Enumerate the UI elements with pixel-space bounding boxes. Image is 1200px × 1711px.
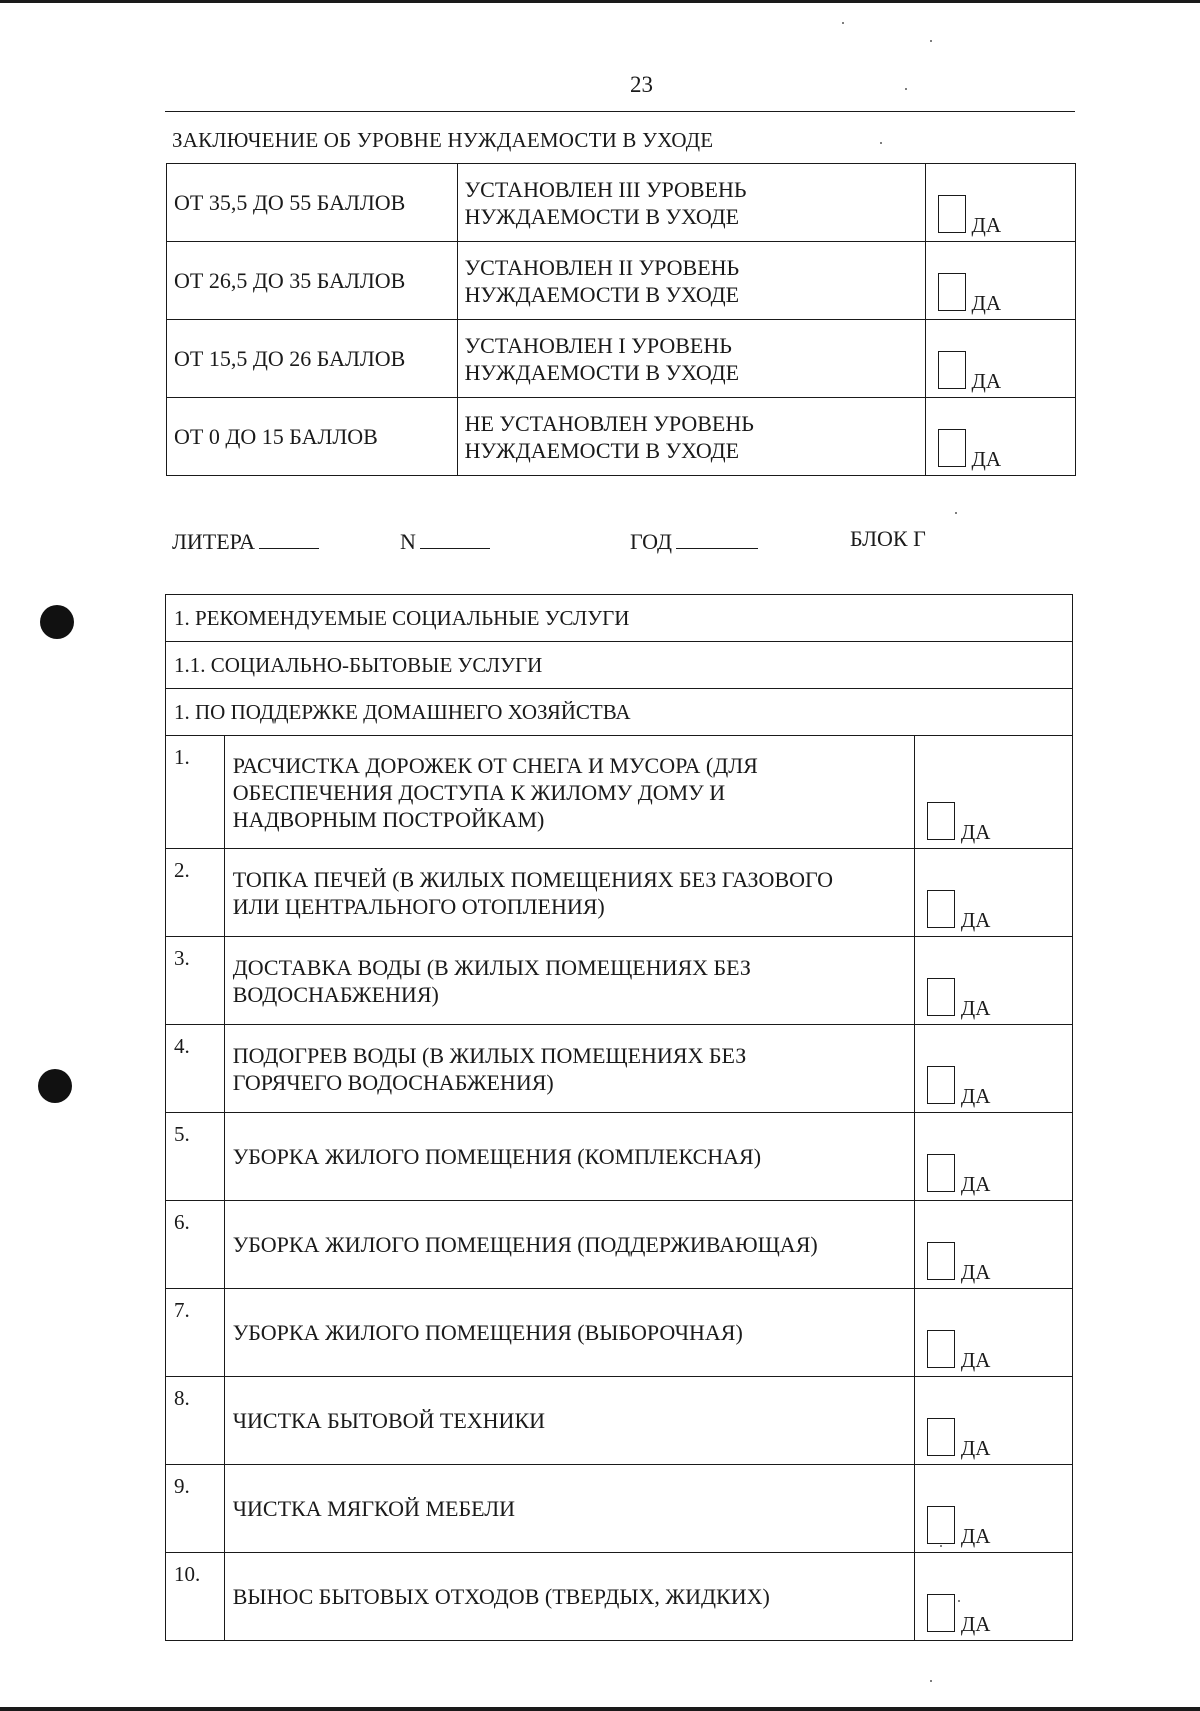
service-row bbox=[166, 849, 1073, 937]
service-number: 9. bbox=[166, 1465, 225, 1553]
yes-checkbox[interactable] bbox=[927, 1506, 955, 1544]
service-row bbox=[166, 937, 1073, 1025]
care-level-row bbox=[167, 398, 1076, 476]
yes-checkbox[interactable] bbox=[938, 429, 966, 467]
yes-cell bbox=[925, 398, 1075, 476]
service-text-line: ЧИСТКА МЯГКОЙ МЕБЕЛИ bbox=[232, 1496, 516, 1521]
yes-label: ДА bbox=[971, 213, 1002, 237]
service-text bbox=[224, 937, 914, 1025]
service-number: 10. bbox=[166, 1553, 225, 1641]
care-level-label-line: УСТАНОВЛЕН III УРОВЕНЬ bbox=[464, 176, 747, 202]
care-level-label-line: НУЖДАЕМОСТИ В УХОДЕ bbox=[464, 281, 740, 307]
year-label: ГОД bbox=[630, 529, 672, 554]
yes-label: ДА bbox=[960, 1348, 991, 1372]
service-row bbox=[166, 1113, 1073, 1201]
punch-hole-lower bbox=[38, 1069, 72, 1103]
section-row bbox=[166, 642, 1073, 689]
yes-label: ДА bbox=[971, 291, 1002, 315]
yes-cell bbox=[914, 849, 1072, 937]
service-text bbox=[224, 1289, 914, 1377]
scan-speckle bbox=[930, 1680, 932, 1682]
service-text-line: УБОРКА ЖИЛОГО ПОМЕЩЕНИЯ (ВЫБОРОЧНАЯ) bbox=[232, 1320, 743, 1345]
page-number: 23 bbox=[630, 72, 653, 97]
yes-checkbox[interactable] bbox=[927, 1242, 955, 1280]
section-row bbox=[166, 595, 1073, 642]
scan-speckle bbox=[958, 1600, 960, 1602]
care-level-label-line: НЕ УСТАНОВЛЕН УРОВЕНЬ bbox=[464, 410, 754, 436]
score-range: ОТ 0 ДО 15 БАЛЛОВ bbox=[167, 398, 458, 476]
service-text bbox=[224, 1113, 914, 1201]
service-number: 7. bbox=[166, 1289, 225, 1377]
number-blank[interactable] bbox=[420, 526, 490, 549]
service-text-line: УБОРКА ЖИЛОГО ПОМЕЩЕНИЯ (ПОДДЕРЖИВАЮЩАЯ) bbox=[232, 1232, 818, 1257]
litera-label: ЛИТЕРА bbox=[172, 529, 255, 554]
service-number: 1. bbox=[166, 736, 225, 849]
service-text-line: ОБЕСПЕЧЕНИЯ ДОСТУПА К ЖИЛОМУ ДОМУ И bbox=[232, 779, 726, 805]
yes-checkbox[interactable] bbox=[927, 1066, 955, 1104]
litera-blank[interactable] bbox=[259, 526, 319, 549]
conclusion-title: ЗАКЛЮЧЕНИЕ ОБ УРОВНЕ НУЖДАЕМОСТИ В УХОДЕ bbox=[172, 128, 714, 152]
scan-speckle bbox=[880, 142, 882, 144]
yes-label: ДА bbox=[960, 820, 991, 844]
yes-cell bbox=[914, 1465, 1072, 1553]
number-label: N bbox=[400, 529, 416, 554]
yes-cell bbox=[914, 736, 1072, 849]
score-range: ОТ 26,5 ДО 35 БАЛЛОВ bbox=[167, 242, 458, 320]
care-level-label bbox=[457, 398, 925, 476]
block-label: БЛОК Г bbox=[850, 526, 926, 551]
care-level-label bbox=[457, 242, 925, 320]
care-level-label-line: УСТАНОВЛЕН I УРОВЕНЬ bbox=[464, 332, 732, 358]
care-level-label-line: НУЖДАЕМОСТИ В УХОДЕ bbox=[464, 203, 740, 229]
yes-cell bbox=[925, 164, 1075, 242]
care-level-label-line: НУЖДАЕМОСТИ В УХОДЕ bbox=[464, 437, 740, 463]
services-subheading: 1.1. СОЦИАЛЬНО-БЫТОВЫЕ УСЛУГИ bbox=[166, 642, 1073, 689]
yes-checkbox[interactable] bbox=[927, 1154, 955, 1192]
service-text-line: РАСЧИСТКА ДОРОЖЕК ОТ СНЕГА И МУСОРА (ДЛЯ bbox=[232, 752, 758, 778]
care-level-label bbox=[457, 320, 925, 398]
service-text bbox=[224, 736, 914, 849]
yes-label: ДА bbox=[971, 369, 1002, 393]
yes-checkbox[interactable] bbox=[927, 890, 955, 928]
service-row bbox=[166, 1289, 1073, 1377]
scan-top-edge bbox=[0, 0, 1200, 3]
service-text-line: ВОДОСНАБЖЕНИЯ) bbox=[232, 981, 439, 1007]
yes-cell bbox=[914, 937, 1072, 1025]
yes-label: ДА bbox=[971, 447, 1002, 471]
service-number: 5. bbox=[166, 1113, 225, 1201]
services-heading: 1. РЕКОМЕНДУЕМЫЕ СОЦИАЛЬНЫЕ УСЛУГИ bbox=[166, 595, 1073, 642]
section-row bbox=[166, 689, 1073, 736]
service-row bbox=[166, 736, 1073, 849]
number-field bbox=[400, 526, 490, 555]
yes-checkbox[interactable] bbox=[938, 351, 966, 389]
service-text bbox=[224, 1553, 914, 1641]
care-level-row bbox=[167, 320, 1076, 398]
year-blank[interactable] bbox=[676, 526, 758, 549]
litera-field bbox=[172, 526, 319, 555]
service-text bbox=[224, 1465, 914, 1553]
service-text-line: ГОРЯЧЕГО ВОДОСНАБЖЕНИЯ) bbox=[232, 1069, 554, 1095]
scan-speckle bbox=[940, 1545, 942, 1547]
yes-checkbox[interactable] bbox=[938, 195, 966, 233]
service-row bbox=[166, 1377, 1073, 1465]
care-level-row bbox=[167, 164, 1076, 242]
yes-label: ДА bbox=[960, 1084, 991, 1108]
yes-cell bbox=[914, 1377, 1072, 1465]
scan-bottom-edge bbox=[0, 1707, 1200, 1711]
service-number: 4. bbox=[166, 1025, 225, 1113]
service-text bbox=[224, 1201, 914, 1289]
yes-cell bbox=[914, 1289, 1072, 1377]
yes-cell bbox=[914, 1025, 1072, 1113]
service-number: 3. bbox=[166, 937, 225, 1025]
services-table bbox=[165, 594, 1073, 1641]
yes-checkbox[interactable] bbox=[927, 978, 955, 1016]
yes-label: ДА bbox=[960, 1524, 991, 1548]
service-text-line: ПОДОГРЕВ ВОДЫ (В ЖИЛЫХ ПОМЕЩЕНИЯХ БЕЗ bbox=[232, 1042, 747, 1068]
service-row bbox=[166, 1465, 1073, 1553]
service-text-line: УБОРКА ЖИЛОГО ПОМЕЩЕНИЯ (КОМПЛЕКСНАЯ) bbox=[232, 1144, 762, 1169]
yes-checkbox[interactable] bbox=[927, 1418, 955, 1456]
care-level-label-line: УСТАНОВЛЕН II УРОВЕНЬ bbox=[464, 254, 740, 280]
yes-label: ДА bbox=[960, 1172, 991, 1196]
service-text-line: ЧИСТКА БЫТОВОЙ ТЕХНИКИ bbox=[232, 1408, 545, 1433]
yes-cell bbox=[914, 1113, 1072, 1201]
service-number: 2. bbox=[166, 849, 225, 937]
yes-label: ДА bbox=[960, 1612, 991, 1636]
yes-cell bbox=[914, 1553, 1072, 1641]
yes-label: ДА bbox=[960, 908, 991, 932]
yes-cell bbox=[925, 320, 1075, 398]
service-number: 8. bbox=[166, 1377, 225, 1465]
scan-speckle bbox=[905, 88, 907, 90]
scan-speckle bbox=[930, 40, 932, 42]
yes-label: ДА bbox=[960, 996, 991, 1020]
care-level-label bbox=[457, 164, 925, 242]
service-row bbox=[166, 1025, 1073, 1113]
header-rule bbox=[165, 111, 1075, 112]
care-level-row bbox=[167, 242, 1076, 320]
scan-speckle bbox=[842, 22, 844, 24]
yes-checkbox[interactable] bbox=[927, 1594, 955, 1632]
care-level-label-line: НУЖДАЕМОСТИ В УХОДЕ bbox=[464, 359, 740, 385]
service-text-line: ИЛИ ЦЕНТРАЛЬНОГО ОТОПЛЕНИЯ) bbox=[232, 893, 605, 919]
score-range: ОТ 35,5 ДО 55 БАЛЛОВ bbox=[167, 164, 458, 242]
punch-hole-upper bbox=[40, 605, 74, 639]
service-text-line: ДОСТАВКА ВОДЫ (В ЖИЛЫХ ПОМЕЩЕНИЯХ БЕЗ bbox=[232, 954, 751, 980]
score-range: ОТ 15,5 ДО 26 БАЛЛОВ bbox=[167, 320, 458, 398]
yes-cell bbox=[914, 1201, 1072, 1289]
service-text bbox=[224, 1377, 914, 1465]
service-text bbox=[224, 1025, 914, 1113]
service-number: 6. bbox=[166, 1201, 225, 1289]
year-field bbox=[630, 526, 758, 555]
yes-checkbox[interactable] bbox=[927, 1330, 955, 1368]
yes-checkbox[interactable] bbox=[927, 802, 955, 840]
services-group-heading: 1. ПО ПОДДЕРЖКЕ ДОМАШНЕГО ХОЗЯЙСТВА bbox=[166, 689, 1073, 736]
service-text-line: ВЫНОС БЫТОВЫХ ОТХОДОВ (ТВЕРДЫХ, ЖИДКИХ) bbox=[232, 1584, 770, 1609]
yes-cell bbox=[925, 242, 1075, 320]
scan-speckle bbox=[955, 512, 957, 514]
service-text-line: НАДВОРНЫМ ПОСТРОЙКАМ) bbox=[232, 806, 545, 832]
service-row bbox=[166, 1553, 1073, 1641]
yes-label: ДА bbox=[960, 1260, 991, 1284]
service-text-line: ТОПКА ПЕЧЕЙ (В ЖИЛЫХ ПОМЕЩЕНИЯХ БЕЗ ГАЗОВОГО bbox=[232, 866, 834, 892]
service-row bbox=[166, 1201, 1073, 1289]
service-text bbox=[224, 849, 914, 937]
yes-label: ДА bbox=[960, 1436, 991, 1460]
yes-checkbox[interactable] bbox=[938, 273, 966, 311]
care-level-table bbox=[166, 163, 1076, 476]
